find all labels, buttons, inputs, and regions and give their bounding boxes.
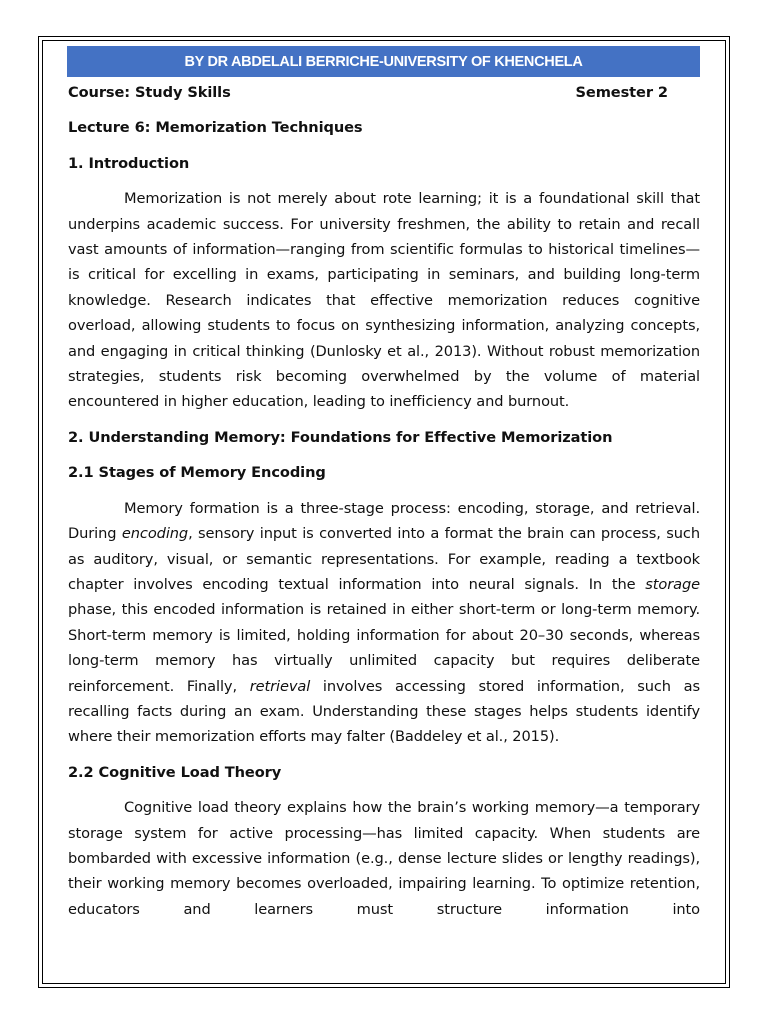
author-banner-text: BY DR ABDELALI BERRICHE-UNIVERSITY OF KHENCHELA [184, 53, 583, 70]
cog-paragraph: Cognitive load theory explains how the brain’s working memory—a temporary storage system for active processing—has limited capacity. When students are bombarded with excessive information (e.g., dense lecture slides or lengthy readings), their working memory becomes overloaded, impairing learning. To optimize retention, educators and learners must structure information into [68, 799, 700, 918]
author-banner [67, 46, 700, 77]
document-body [68, 80, 700, 922]
stages-paragraph [68, 496, 700, 750]
lecture-title: Lecture 6: Memorization Techniques [68, 119, 363, 137]
stages-text-4: involves accessing stored information, such as recalling facts during an exam. Understanding these stages helps students identify where their memorization efforts may falter (Baddeley et al., 2015). [68, 677, 700, 746]
semester-label: Semester 2 [575, 84, 668, 101]
stages-em-retrieval: retrieval [249, 677, 311, 695]
stages-text-3: phase, this encoded information is retained in either short-term or long-term memory. Short-term memory is limited, holding information for about 20–30 seconds, whereas long-term memory has virtually unlimited capacity but requires deliberate reinforcement. Finally, [68, 601, 700, 695]
stages-text-1: Memory formation is a three-stage process: encoding, storage, and retrieval. During [68, 499, 700, 543]
course-label: Course: Study Skills [68, 84, 231, 101]
memory-heading: 2. Understanding Memory: Foundations for Effective Memorization [68, 428, 613, 446]
course-row [68, 80, 700, 105]
stages-text-2: , sensory input is converted into a format the brain can process, such as auditory, visual, or semantic representations. For example, reading a textbook chapter involves encoding textual information into neural signals. In the [68, 525, 700, 593]
intro-paragraph: Memorization is not merely about rote learning; it is a foundational skill that underpins academic success. For university freshmen, the ability to retain and recall vast amounts of information—ranging from scientific formulas to historical timelines—is critical for excelling in exams, participating in seminars, and building long-term knowledge. Research indicates that effective memorization reduces cognitive overload, allowing students to focus on synthesizing information, analyzing concepts, and engaging in critical thinking (Dunlosky et al., 2013). Without robust memorization strategies, students risk becoming overwhelmed by the volume of material encountered in higher education, leading to inefficiency and burnout. [68, 190, 700, 411]
stages-heading: 2.1 Stages of Memory Encoding [68, 464, 326, 482]
cog-heading: 2.2 Cognitive Load Theory [68, 763, 282, 781]
intro-heading: 1. Introduction [68, 154, 190, 172]
stages-em-storage: storage [645, 575, 700, 593]
stages-em-encoding: encoding [121, 525, 189, 543]
